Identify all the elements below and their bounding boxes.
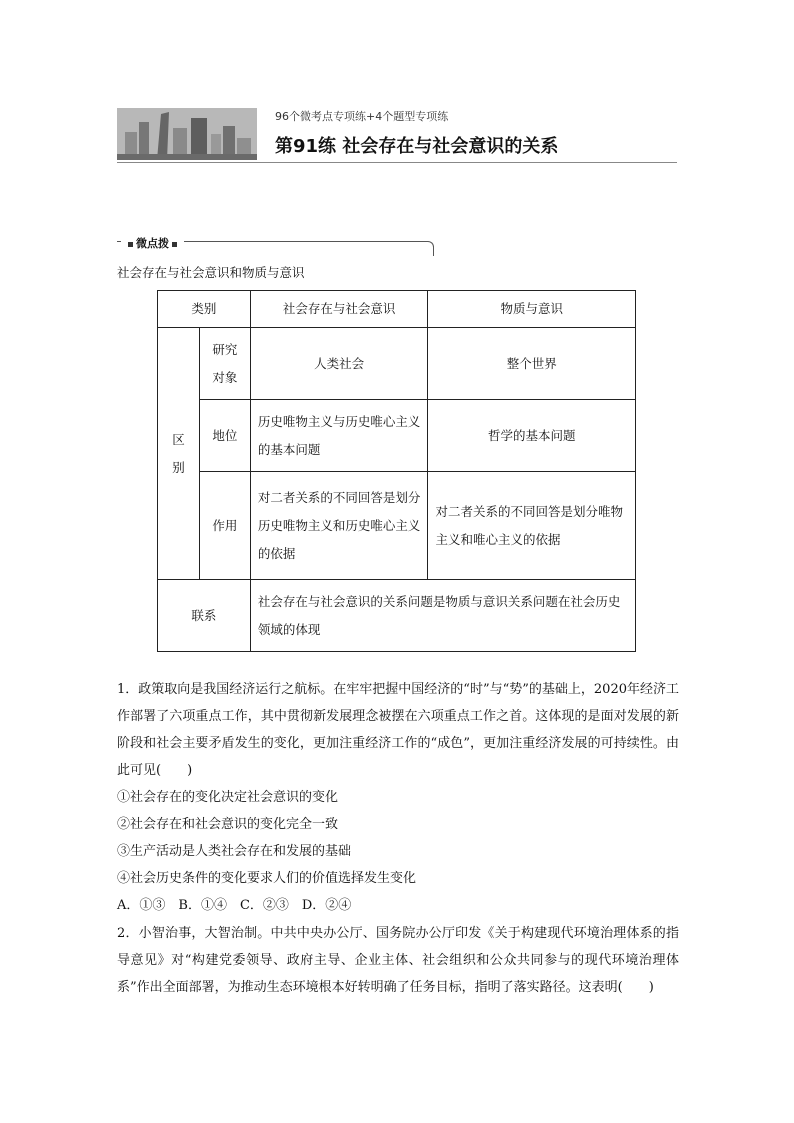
row-label-cell: 联系 [158, 580, 251, 652]
option-item: ④社会历史条件的变化要求人们的价值选择发生变化 [117, 871, 417, 886]
group-label-cell [158, 328, 200, 580]
answer-choices: A．①③ B．①④ C．②③ D．②④ [117, 898, 352, 913]
question-stem: 2．小智治事，大智治制。中共中央办公厅、国务院办公厅印发《关于构建现代环境治理体系的指导意见》对“构建党委领导、政府主导、企业主体、社会组织和公众共同参与的现代环境治理体系”作出全面部署，为推动生态环境根本好转明确了任务目标，指明了落实路径。这表明( ) [117, 926, 679, 995]
table-row [158, 580, 636, 652]
section-subheading: 社会存在与社会意识和物质与意识 [117, 265, 305, 280]
table-row [158, 328, 636, 400]
row-label-cell: 地位 [199, 400, 250, 472]
series-label: 96个微考点专项练+4个题型专项练 [275, 110, 449, 123]
question-1 [117, 676, 679, 919]
question-2 [117, 920, 679, 1001]
header-divider [117, 162, 677, 163]
table-cell: 对二者关系的不同回答是划分历史唯物主义和历史唯心主义的依据 [250, 472, 428, 580]
tip-label [121, 235, 184, 251]
table-header-cell: 物质与意识 [428, 291, 636, 328]
city-skyline-banner [117, 108, 257, 160]
question-stem: 1．政策取向是我国经济运行之航标。在牢牢把握中国经济的“时”与“势”的基础上，2020年经济工作部署了六项重点工作，其中贯彻新发展理念被摆在六项重点工作之首。这体现的是面对发展的新阶段和社会主要矛盾发生的变化，更加注重经济工作的“成色”，更加注重经济发展的可持续性。由此可见( ) [117, 682, 679, 778]
square-bullet-icon [172, 242, 177, 247]
page-header [117, 104, 677, 164]
square-bullet-icon [128, 242, 133, 247]
group-label-char: 别 [172, 459, 185, 475]
table-header-cell: 社会存在与社会意识 [250, 291, 428, 328]
option-item: ③生产活动是人类社会存在和发展的基础 [117, 844, 352, 859]
table-header-row [158, 291, 636, 328]
option-item: ①社会存在的变化决定社会意识的变化 [117, 790, 339, 805]
option-item: ②社会存在和社会意识的变化完全一致 [117, 817, 339, 832]
table-cell: 社会存在与社会意识的关系问题是物质与意识关系问题在社会历史领域的体现 [250, 580, 635, 652]
row-label-cell: 作用 [199, 472, 250, 580]
tip-section-frame [117, 235, 435, 257]
table-cell: 历史唯物主义与历史唯心主义的基本问题 [250, 400, 428, 472]
tip-label-text: 微点拨 [136, 237, 169, 250]
row-label-cell [199, 328, 250, 400]
table-cell: 对二者关系的不同回答是划分唯物主义和唯心主义的依据 [428, 472, 636, 580]
table-row [158, 400, 636, 472]
page-title: 第91练 社会存在与社会意识的关系 [275, 136, 559, 157]
table-header-cell: 类别 [158, 291, 251, 328]
comparison-table [157, 290, 636, 652]
row-label-line: 研究 [212, 341, 238, 357]
row-label-line: 对象 [212, 369, 238, 385]
group-label-char: 区 [172, 431, 185, 447]
table-cell: 哲学的基本问题 [428, 400, 636, 472]
table-row [158, 472, 636, 580]
table-cell: 整个世界 [428, 328, 636, 400]
table-cell: 人类社会 [250, 328, 428, 400]
